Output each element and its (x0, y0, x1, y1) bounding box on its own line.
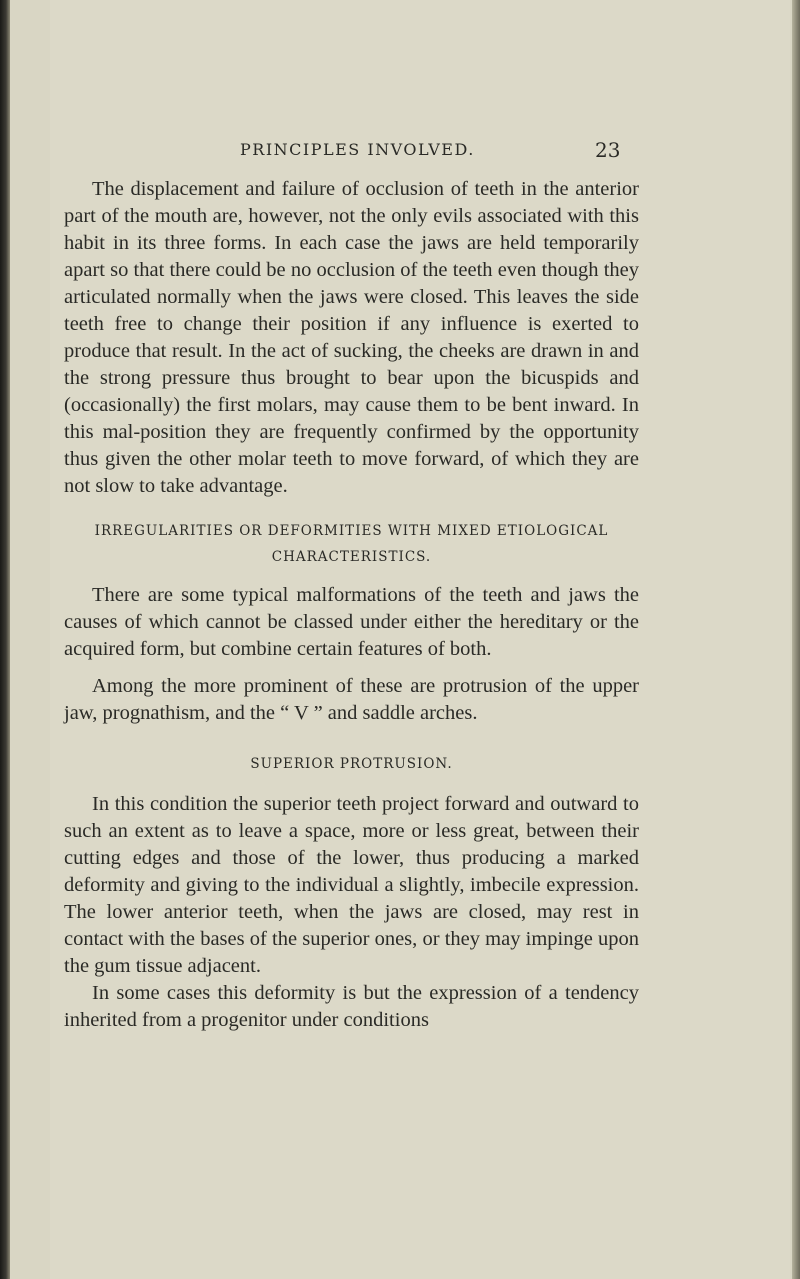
page-edge (792, 0, 800, 1279)
paragraph: In some cases this deformity is but the expression of a tendency inherited from a progenitor under conditions (64, 982, 639, 1031)
section-heading-line: IRREGULARITIES OR DEFORMITIES WITH MIXED ETIOLOGICAL (94, 523, 609, 539)
header-title: PRINCIPLES INVOLVED. (240, 140, 475, 159)
paragraph: In this condition the superior teeth project forward and outward to such an extent as to leave a space, more or less great, between their cutting edges and those of the lower, thus producing a marked deformity and giving to the individual a slightly, imbecile expression. The lower anterior teeth, when the jaws are closed, may rest in contact with the bases of the superior ones, or they may impinge upon the gum tissue adjacent. (64, 793, 639, 977)
section-heading: SUPERIOR PROTRUSION. (250, 756, 453, 772)
body-text (64, 176, 639, 1034)
page-number: 23 (595, 138, 621, 162)
book-page (50, 0, 790, 1279)
book-spine-shadow (0, 0, 10, 1279)
section-heading-line: CHARACTERISTICS. (271, 549, 432, 565)
running-head (50, 140, 650, 170)
section-heading (64, 518, 639, 570)
paragraph: There are some typical malformations of the teeth and jaws the causes of which cannot be classed under either the hereditary or the acquired form, but combine certain features of both. (64, 584, 639, 660)
paragraph: Among the more prominent of these are protrusion of the upper jaw, prognathism, and the “ V ” and saddle arches. (64, 675, 639, 724)
paragraph: The displacement and failure of occlusion of teeth in the anterior part of the mouth are, however, not the only evils associated with this habit in its three forms. In each case the jaws are held temporarily apart so that there could be no occlusion of the teeth even though they articulated normally when the jaws were closed. This leaves the side teeth free to change their position if any influence is exerted to produce that result. In the act of sucking, the cheeks are drawn in and the strong pressure thus brought to bear upon the bicuspids and (occasionally) the first molars, may cause them to be bent inward. In this mal-position they are frequently confirmed by the opportunity thus given the other molar teeth to move forward, of which they are not slow to take advantage. (64, 178, 639, 497)
